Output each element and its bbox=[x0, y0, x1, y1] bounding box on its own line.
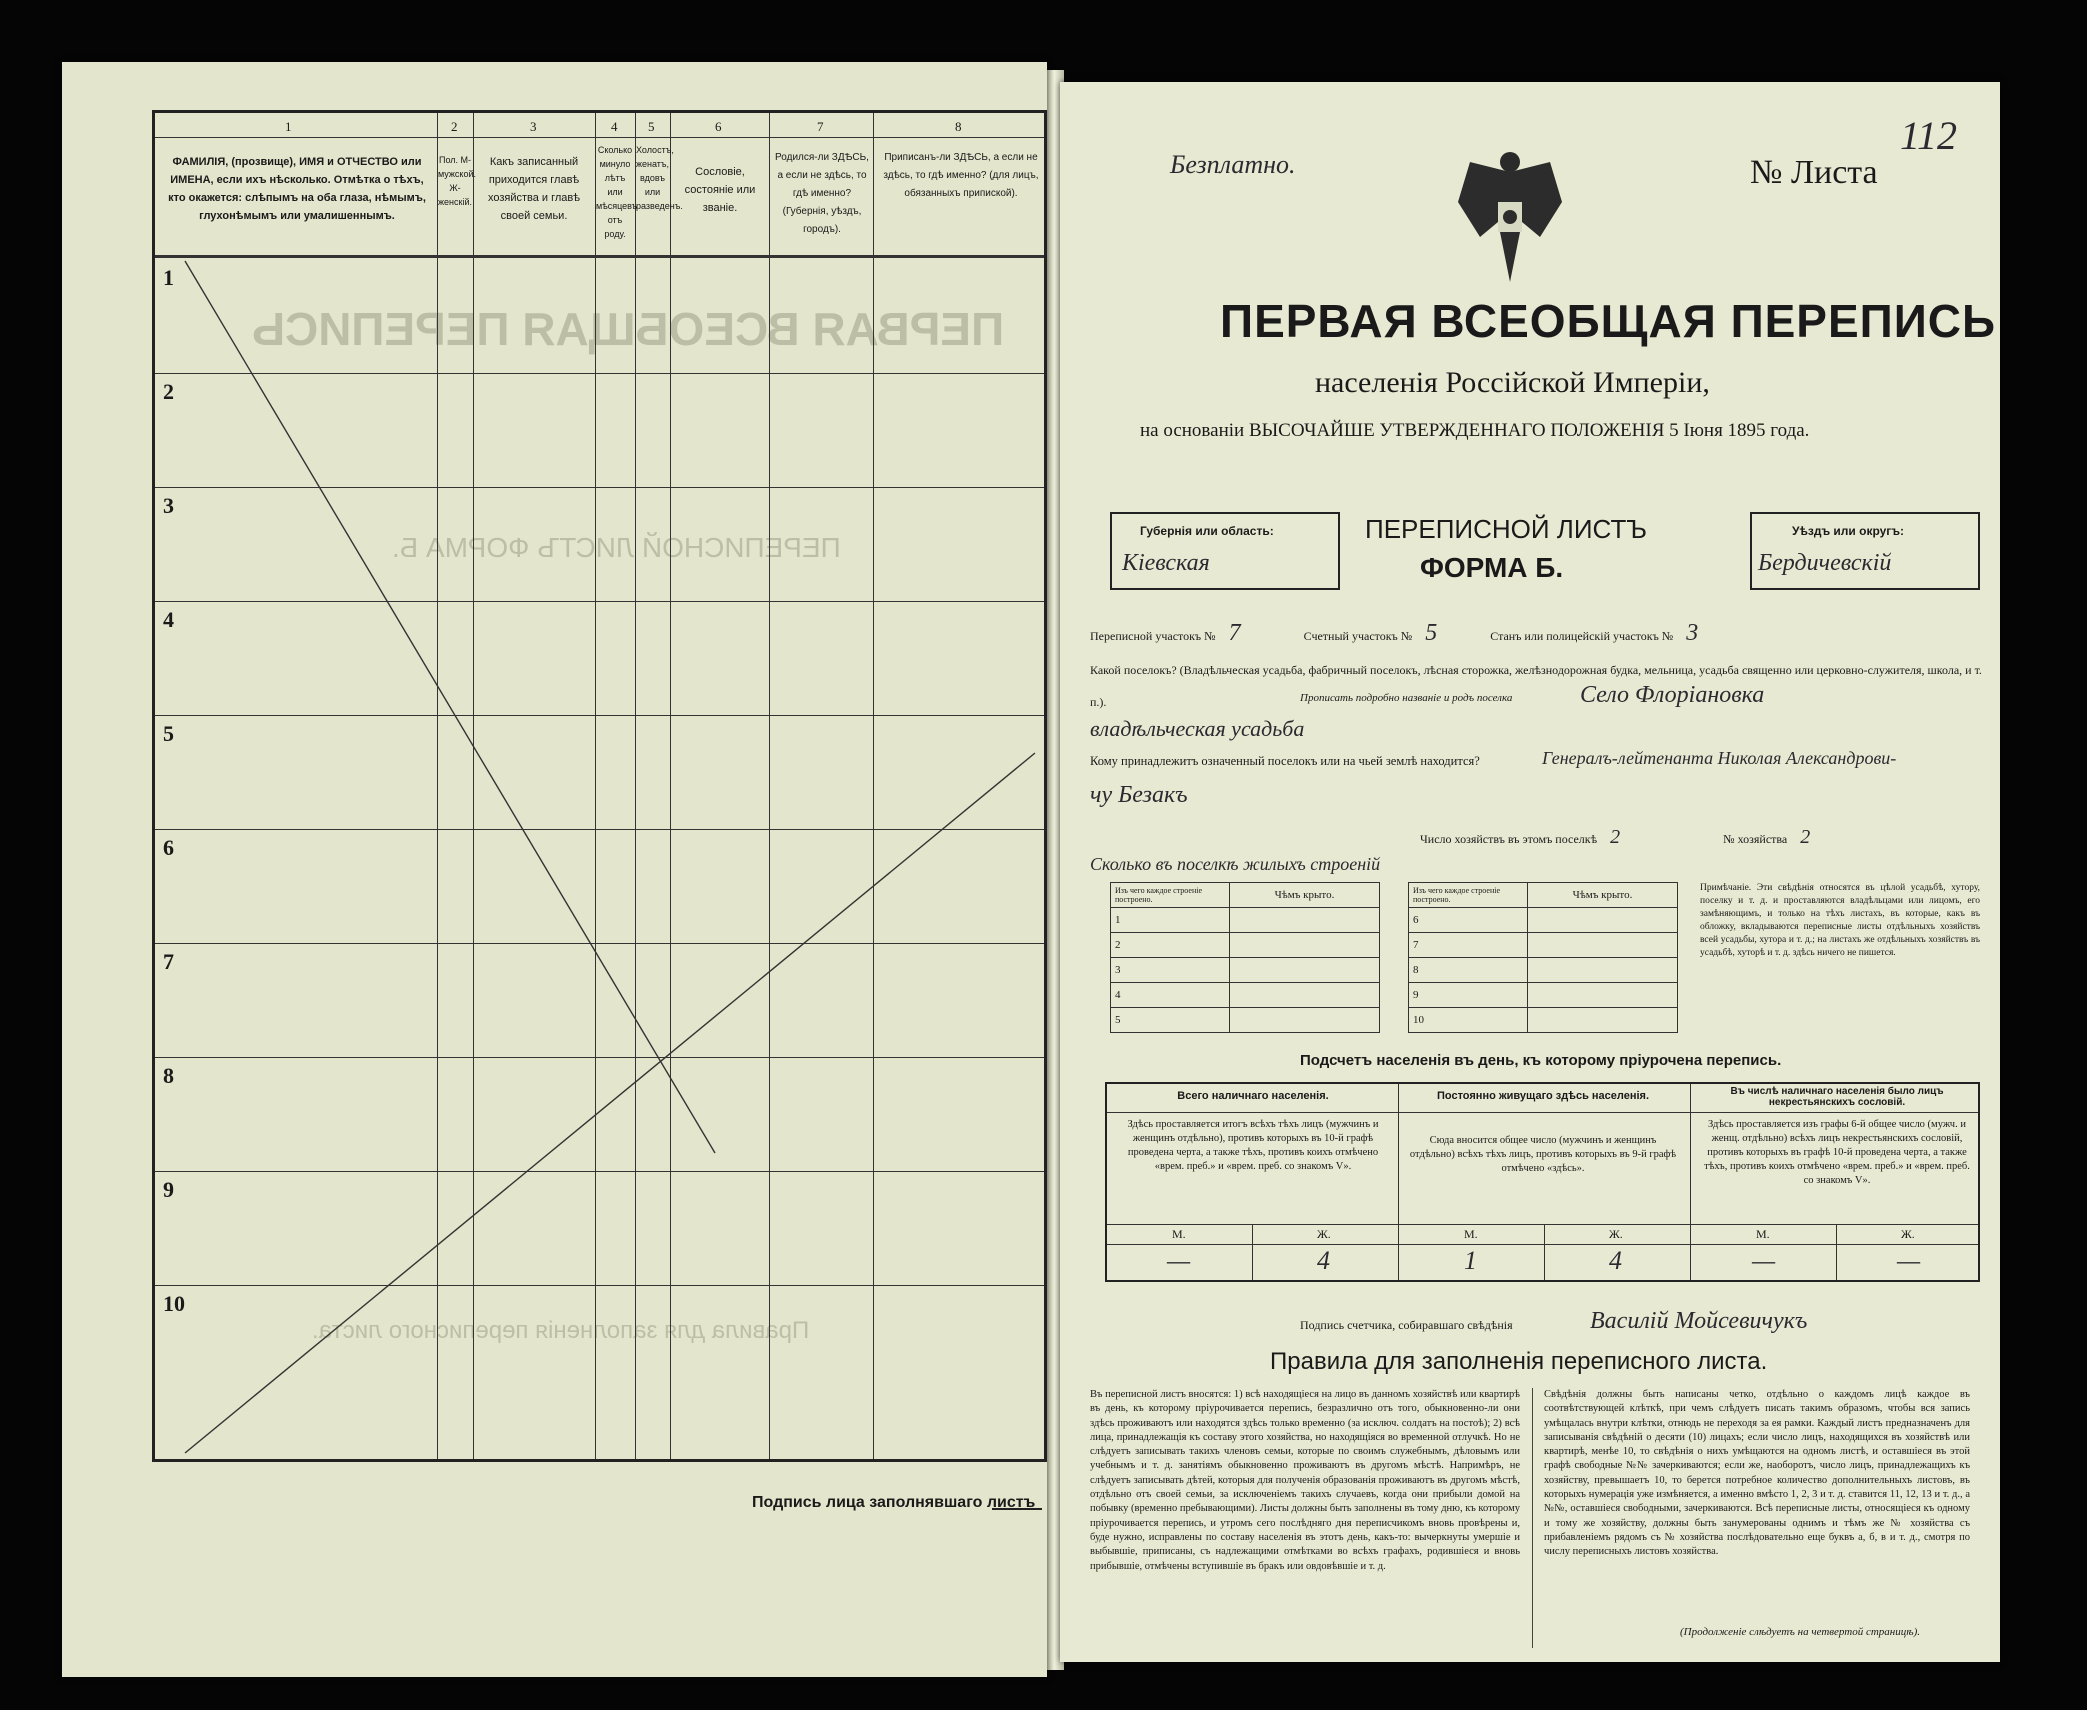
basis-line: на основаніи ВЫСОЧАЙШЕ УТВЕРЖДЕННАГО ПОЛОЖЕНІЯ 5 Іюня 1895 года. bbox=[1140, 420, 1810, 441]
building-row: 3 bbox=[1111, 958, 1230, 983]
building-row: 1 bbox=[1111, 908, 1230, 933]
households-label: Число хозяйствъ въ этомъ поселкѣ bbox=[1420, 832, 1598, 846]
imperial-eagle-icon bbox=[1450, 142, 1570, 292]
building-row: 5 bbox=[1111, 1008, 1230, 1033]
rules-right-text: Свѣдѣнія должны быть написаны четко, отдѣльно о каждомъ лицѣ каждое въ соотвѣтствующей клѣткѣ, при чемъ слѣдуетъ писать такимъ образомъ, чтобы вся запись умѣщалась внутри клѣтки, отнюдь не переходя за ея рамки. Каждый листъ предназначенъ для записыванія свѣдѣній о десяти (10) лицахъ; если число лицъ, находящихся въ хозяйствѣ или квартирѣ, менѣе 10, то свѣдѣнія о нихъ умѣщаются на одномъ листѣ, и оставшіеся въ этой графѣ свободные №№ зачеркиваются; если же, наоборотъ, число лицъ, принадлежащихъ къ хозяйству, превышаетъ 10, то берется потребное количество дополнительныхъ листовъ, въ которыхъ нумерація уже измѣняется, а именно вмѣсто 1, 2, 3 и т. д. ставится 11, 12, 13 и т. д., а №№, оставшіеся свободными, зачеркиваются. Всѣ переписные листы, относящіеся къ одному и тому же хозяйству, должны быть занумерованы однимъ и тѣмъ же № хозяйства съ прибавленіемъ рядомъ съ № хозяйства послѣдовательно еще буквъ а, б, в и т. д., смотря по числу переписныхъ листовъ хозяйства. bbox=[1544, 1389, 1970, 1558]
col-number-6: 6 bbox=[715, 119, 722, 134]
col-roof: Чѣмъ крыто. bbox=[1528, 883, 1678, 908]
households-value: 2 bbox=[1610, 826, 1621, 848]
page-title: ПЕРВАЯ ВСЕОБЩАЯ ПЕРЕПИСЬ bbox=[1220, 295, 1997, 347]
free-label: Безплатно. bbox=[1170, 150, 1296, 179]
counting-district-label: Счетный участокъ № bbox=[1303, 629, 1413, 643]
summary-title: Подсчетъ населенія въ день, къ которому пріурочена перепись. bbox=[1300, 1052, 1782, 1069]
col-built: Изъ чего каждое строеніе построено. bbox=[1111, 883, 1230, 908]
summary-text-permanent: Сюда вносится общее число (мужчинъ и женщинъ отдѣльно) всѣхъ тѣхъ лицъ, противъ которыхъ въ 9-й графѣ отмѣчено «здѣсь». bbox=[1409, 1135, 1677, 1174]
m-label: М. bbox=[1756, 1227, 1770, 1241]
row-number: 5 bbox=[163, 721, 174, 746]
buildings-note: Примѣчаніе. Эти свѣдѣнія относятся въ цѣлой усадьбѣ, хутору, поселку и т. д. и проставляются владѣльцами или лицомъ, его замѣняющимъ, и только на тѣхъ листахъ, въ которые, какъ въ обложку, вкладываются переписные листы отдѣльныхъ хозяйствъ всей усадьбы, хутора и т. д.; на листахъ же отдѣльныхъ хозяйствъ въ усадьбѣ, хуторѣ и т. д. здѣсь ничего не пишется. bbox=[1700, 883, 1980, 958]
signature-label: Подпись лица заполнявшаго листъ bbox=[752, 1494, 1036, 1511]
summary-head-permanent: Постоянно живущаго здѣсь населенія. bbox=[1436, 1090, 1650, 1102]
census-district-value: 7 bbox=[1228, 620, 1241, 646]
total-m-value: — bbox=[1167, 1246, 1191, 1275]
col-roof: Чѣмъ крыто. bbox=[1230, 883, 1380, 908]
header-age: Сколько минуло лѣтъ или мѣсяцевъ отъ роду. bbox=[596, 145, 638, 239]
building-row: 6 bbox=[1409, 908, 1528, 933]
ghost-form: ПЕРЕПИСНОЙ ЛИСТЪ ФОРМА Б. bbox=[392, 532, 841, 563]
col-number-5: 5 bbox=[648, 119, 655, 134]
form-name: ФОРМА Б. bbox=[1420, 552, 1564, 583]
counter-signature-value: Василій Мойсевичукъ bbox=[1590, 1308, 1808, 1334]
header-relation: Какъ записанный приходится главѣ хозяйства и главѣ своей семьи. bbox=[487, 156, 581, 222]
buildings-label: Сколько въ поселкѣ жилыхъ строеній bbox=[1090, 854, 1381, 874]
header-estate: Сословіе, состояніе или званіе. bbox=[684, 166, 756, 214]
building-row: 10 bbox=[1409, 1008, 1528, 1033]
permanent-m-value: 1 bbox=[1464, 1246, 1477, 1275]
uezd-value: Бердичевскій bbox=[1758, 550, 1892, 576]
summary-head-nonpeasant: Въ числѣ наличнаго населенія было лицъ некрестьянскихъ сословій. bbox=[1730, 1086, 1944, 1108]
ghost-title: ПЕРВАЯ ВСЕОБЩАЯ ПЕРЕПИСЬ bbox=[252, 303, 1005, 355]
col-number-7: 7 bbox=[817, 119, 824, 134]
households-line bbox=[1420, 826, 1810, 849]
summary-head-total: Всего наличнаго населенія. bbox=[1177, 1090, 1329, 1102]
settlement-instruction: Прописать подробно названіе и родъ поселка bbox=[1300, 692, 1513, 704]
header-sex: Пол. М-мужской. Ж-женскій. bbox=[438, 155, 476, 207]
continued-note: (Продолженіе слѣдуетъ на четвертой страницѣ). bbox=[1680, 1626, 1920, 1638]
summary-text-total: Здѣсь проставляется итогъ всѣхъ тѣхъ лицъ (мужчинъ и женщинъ отдѣльно), противъ которыхъ въ 10-й графѣ проведена черта, а также тѣхъ, противъ коихъ отмѣчено «врем. преб.» и «врем. преб. со знакомъ V». bbox=[1127, 1119, 1379, 1172]
header-birthplace: Родился-ли ЗДѢСЬ, а если не здѣсь, то гдѣ именно? (Губернія, уѣздъ, городъ). bbox=[775, 152, 869, 235]
building-row: 7 bbox=[1409, 933, 1528, 958]
m-label: М. bbox=[1464, 1227, 1478, 1241]
rules-title: Правила для заполненія переписного листа. bbox=[1270, 1348, 1768, 1375]
col-built: Изъ чего каждое строеніе построено. bbox=[1409, 883, 1528, 908]
m-label: М. bbox=[1172, 1227, 1186, 1241]
owner-value-1: Генералъ-лейтенанта Николая Александрови- bbox=[1542, 748, 1897, 768]
sheet-number-value: 112 bbox=[1900, 113, 1958, 158]
summary-text-nonpeasant: Здѣсь проставляется изъ графы 6-й общее число (мужч. и женщ. отдѣльно) всѣхъ лицъ некрестьянскихъ сословій, противъ которыхъ въ графѣ 10-й проведена черта, а также тѣхъ, противъ коихъ отмѣчено «врем. преб.» и «врем. преб. со знакомъ V». bbox=[1704, 1119, 1970, 1186]
zh-label: Ж. bbox=[1609, 1227, 1623, 1241]
row-number: 3 bbox=[163, 493, 174, 518]
col-number-8: 8 bbox=[955, 119, 962, 134]
right-page bbox=[1060, 82, 2000, 1662]
stan-label: Станъ или полицейскій участокъ № bbox=[1490, 629, 1674, 643]
settlement-value-1: Село Флоріановка bbox=[1580, 682, 1765, 708]
header-name: ФАМИЛІЯ, (прозвище), ИМЯ и ОТЧЕСТВО или ИМЕНА, если ихъ нѣсколько. Отмѣтка о тѣхъ, кто окажется: слѣпымъ на оба глаза, нѣмымъ, глухонѣмымъ или умалишеннымъ. bbox=[168, 156, 426, 222]
counter-signature-label: Подпись счетчика, собиравшаго свѣдѣнія bbox=[1300, 1318, 1513, 1332]
total-zh-value: 4 bbox=[1317, 1246, 1330, 1275]
owner-question: Кому принадлежитъ означенный поселокъ или на чьей землѣ находится? bbox=[1090, 754, 1480, 768]
building-row: 9 bbox=[1409, 983, 1528, 1008]
census-district-label: Переписной участокъ № bbox=[1090, 629, 1216, 643]
col-number-3: 3 bbox=[530, 119, 537, 134]
col-number-2: 2 bbox=[451, 119, 458, 134]
guberniya-value: Кіевская bbox=[1122, 550, 1210, 576]
building-row: 4 bbox=[1111, 983, 1230, 1008]
nonpeasant-zh-value: — bbox=[1897, 1246, 1921, 1275]
row-number: 10 bbox=[163, 1291, 185, 1316]
header-registered: Приписанъ-ли ЗДѢСЬ, а если не здѣсь, то гдѣ именно? (для лицъ, обязанныхъ припиской). bbox=[883, 152, 1039, 199]
zh-label: Ж. bbox=[1317, 1227, 1331, 1241]
page-subtitle: населенія Россійской Имперіи, bbox=[1315, 366, 1710, 399]
owner-value-2: чу Безакъ bbox=[1090, 782, 1188, 808]
stan-value: 3 bbox=[1686, 620, 1699, 646]
building-row: 8 bbox=[1409, 958, 1528, 983]
row-number: 2 bbox=[163, 379, 174, 404]
buildings-table-left bbox=[1110, 882, 1380, 1033]
left-page bbox=[62, 62, 1047, 1677]
row-number: 9 bbox=[163, 1177, 174, 1202]
row-number: 6 bbox=[163, 835, 174, 860]
guberniya-box bbox=[1110, 512, 1340, 590]
uezd-label: Уѣздъ или округъ: bbox=[1792, 524, 1905, 538]
counting-district-value: 5 bbox=[1425, 620, 1438, 646]
summary-table bbox=[1105, 1082, 1980, 1282]
nonpeasant-m-value: — bbox=[1752, 1246, 1776, 1275]
crossed-out-lines bbox=[155, 113, 1044, 1459]
settlement-value-2: владѣльческая усадьба bbox=[1090, 716, 1305, 741]
zh-label: Ж. bbox=[1901, 1227, 1915, 1241]
row-number: 7 bbox=[163, 949, 174, 974]
form-title: ПЕРЕПИСНОЙ ЛИСТЪ bbox=[1365, 514, 1647, 544]
building-row: 2 bbox=[1111, 933, 1230, 958]
settlement-question: Какой поселокъ? (Владѣльческая усадьба, фабричный поселокъ, лѣсная сторожка, желѣзнодорожная будка, мельница, усадьба священно или церковно-служителя, школа, и т. п.). bbox=[1090, 663, 1982, 709]
permanent-zh-value: 4 bbox=[1609, 1246, 1622, 1275]
uezd-box bbox=[1750, 512, 1980, 590]
guberniya-label: Губернія или область: bbox=[1140, 524, 1274, 538]
household-no-value: 2 bbox=[1800, 826, 1811, 848]
household-no-label: № хозяйства bbox=[1723, 832, 1788, 846]
buildings-table-right bbox=[1408, 882, 1678, 1033]
col-number-4: 4 bbox=[611, 119, 618, 134]
row-number: 1 bbox=[163, 265, 174, 290]
ghost-rules: Правила для заполненія переписного листа. bbox=[312, 1317, 810, 1344]
sheet-number-label: № Листа bbox=[1750, 154, 1878, 191]
district-line bbox=[1090, 620, 1990, 647]
header-marital: Холостъ, женатъ, вдовъ или разведенъ. bbox=[636, 145, 683, 211]
row-number: 4 bbox=[163, 607, 174, 632]
row-number: 8 bbox=[163, 1063, 174, 1088]
census-entries-table bbox=[152, 110, 1047, 1462]
rules-left-text: Въ переписной листъ вносятся: 1) всѣ находящіеся на лицо въ данномъ хозяйствѣ или квартирѣ въ день, къ которому пріурочивается перепись, безразлично отъ того, обыкновенно-ли они здѣсь проживаютъ или находятся здѣсь только временно (за исключ. солдатъ на постоѣ); 2) всѣ лица, принадлежащія къ составу этого хозяйства, но находящіяся во временной отлучкѣ. Но не слѣдуетъ записывать такихъ членовъ семьи, которые по своимъ служебнымъ, дѣловымъ или учебнымъ и т. д. занятіямъ обыкновенно проживаютъ въ другомъ мѣстѣ. Напримѣръ, не слѣдуетъ записывать дѣтей, которыя для полученія образованія проживаютъ въ другомъ мѣстѣ, отдѣльно отъ своей семьи, за исключеніемъ такихъ случаевъ, когда они прибыли домой на побывку (временно пребывающими). Листы должны быть заполнены въ тому дню, къ которому пріурочивается перепись, и утромъ сего послѣдняго дня переписчикомъ вновь провѣрены и, буде нужно, исправлены по составу населенія въ этотъ день, какъ-то: вычеркнуты умершіе и выбывшіе, приписаны, съ надлежащими отмѣтками во всѣхъ графахъ, родившіеся и вновь прибывшіе, отмѣчены вступившіе въ бракъ или овдовѣвшіе и т. д. bbox=[1090, 1389, 1520, 1572]
col-number-1: 1 bbox=[285, 119, 292, 134]
